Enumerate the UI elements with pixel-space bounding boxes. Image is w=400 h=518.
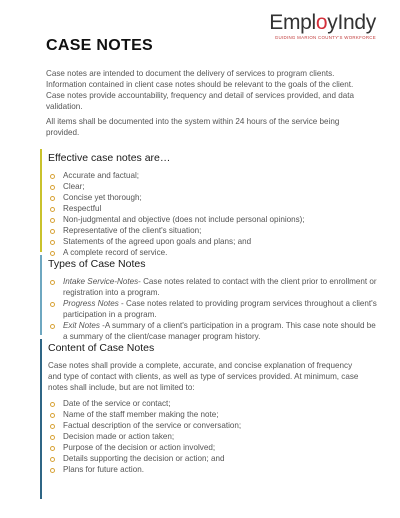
list-item: [48, 192, 378, 203]
list-item-text: Accurate and factual;: [63, 171, 140, 180]
list-item: [48, 464, 378, 475]
list-item-text: Date of the service or contact;: [63, 399, 171, 408]
list-item-text: Concise yet thorough;: [63, 193, 142, 202]
list-item: [48, 203, 378, 214]
circle-bullet-icon: [50, 207, 55, 212]
list-item: [48, 298, 378, 320]
list-item-text: Details supporting the decision or action; and: [63, 454, 225, 463]
note-type-description: - Case notes related to providing program services throughout a client's participation in a program.: [63, 299, 377, 319]
circle-bullet-icon: [50, 435, 55, 440]
list-item-text: Non-judgmental and objective (does not include personal opinions);: [63, 215, 305, 224]
employindy-logo: [246, 12, 376, 40]
circle-bullet-icon: [50, 457, 55, 462]
list-item: [48, 276, 378, 298]
list-item: [48, 453, 378, 464]
list-item-text: Factual description of the service or conversation;: [63, 421, 242, 430]
circle-bullet-icon: [50, 218, 55, 223]
logo-wordmark: [269, 12, 376, 34]
list-item: [48, 420, 378, 431]
circle-bullet-icon: [50, 413, 55, 418]
section-types-of-case-notes: [40, 255, 378, 341]
effective-list: [48, 170, 378, 258]
logo-text-start: Empl: [269, 11, 316, 34]
list-item: [48, 442, 378, 453]
intro-paragraph-2: All items shall be documented into the system within 24 hours of the service being provided.: [46, 117, 340, 137]
list-item: [48, 236, 378, 247]
note-type-term: Progress Notes: [63, 299, 119, 308]
logo-mark-icon: o: [315, 11, 328, 34]
circle-bullet-icon: [50, 424, 55, 429]
intro-paragraph-1: Case notes are intended to document the delivery of services to program clients. Information contained in client case notes should be relevant to the goals of the client. Case notes provide accountability, frequency and detail of services provided, and data validation.: [46, 69, 355, 111]
section-effective-case-notes: [40, 149, 378, 257]
list-item: [48, 181, 378, 192]
circle-bullet-icon: [50, 446, 55, 451]
list-item: [48, 409, 378, 420]
list-item: [48, 225, 378, 236]
section-heading: Content of Case Notes: [48, 342, 155, 354]
content-list: [48, 398, 378, 475]
circle-bullet-icon: [50, 402, 55, 407]
list-item: [48, 398, 378, 409]
section-heading: Effective case notes are…: [48, 152, 171, 164]
list-item-text: A complete record of service.: [63, 248, 168, 257]
note-type-description: -A summary of a client's participation in a program. This case note should be a summary of the client/case manager program history.: [63, 321, 376, 341]
list-item-text: Name of the staff member making the note;: [63, 410, 219, 419]
circle-bullet-icon: [50, 240, 55, 245]
note-type-term: Exit Notes: [63, 321, 100, 330]
circle-bullet-icon: [50, 174, 55, 179]
list-item-text: Purpose of the decision or action involved;: [63, 443, 216, 452]
circle-bullet-icon: [50, 280, 55, 285]
list-item-text: Plans for future action.: [63, 465, 144, 474]
section-content-of-case-notes: [40, 339, 378, 499]
list-item-text: Statements of the agreed upon goals and plans; and: [63, 237, 252, 246]
note-type-description: - Case notes related to contact with the client prior to enrollment or registration into a program.: [63, 277, 377, 297]
list-item-text: Respectful: [63, 204, 102, 213]
circle-bullet-icon: [50, 185, 55, 190]
circle-bullet-icon: [50, 229, 55, 234]
circle-bullet-icon: [50, 302, 55, 307]
note-type-term: Intake Service-Notes: [63, 277, 139, 286]
circle-bullet-icon: [50, 324, 55, 329]
list-item-text: Clear;: [63, 182, 85, 191]
list-item: [48, 170, 378, 181]
list-item-text: Decision made or action taken;: [63, 432, 175, 441]
section-body: Case notes shall provide a complete, accurate, and concise explanation of frequency and type of contact with clients, as well as type of services provided. At minimum, case notes shall include, but are not limited to:: [48, 361, 359, 392]
list-item-text: Representative of the client's situation;: [63, 226, 202, 235]
section-heading: Types of Case Notes: [48, 258, 146, 270]
logo-tagline: GUIDING MARION COUNTY'S WORKFORCE: [274, 35, 376, 40]
list-item: [48, 431, 378, 442]
types-list: [48, 276, 378, 342]
logo-text-end: yIndy: [327, 11, 376, 34]
circle-bullet-icon: [50, 468, 55, 473]
circle-bullet-icon: [50, 196, 55, 201]
page-title: CASE NOTES: [46, 37, 154, 54]
list-item: [48, 214, 378, 225]
